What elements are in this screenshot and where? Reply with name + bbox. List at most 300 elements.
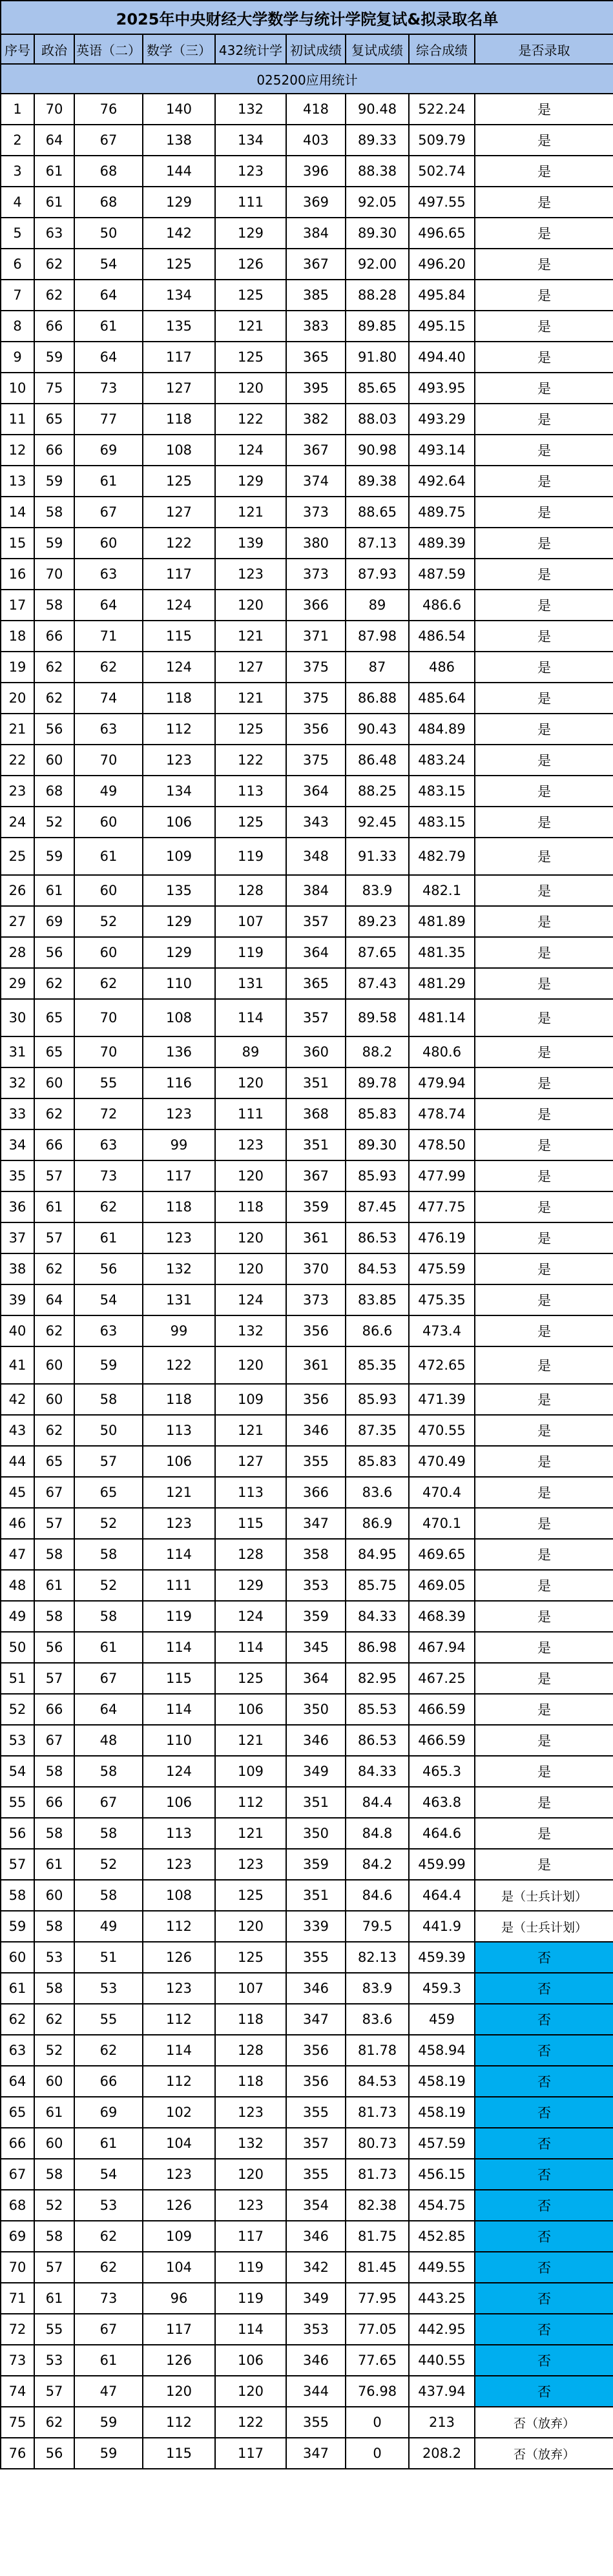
table-cell: 是 xyxy=(475,1477,613,1508)
table-row xyxy=(1,2345,613,2376)
table-cell: 52 xyxy=(74,1849,143,1880)
table-cell: 107 xyxy=(215,1973,286,2004)
table-cell: 62 xyxy=(74,1191,143,1222)
table-cell: 45 xyxy=(1,1477,34,1508)
table-row xyxy=(1,1539,613,1570)
table-cell: 350 xyxy=(286,1818,346,1849)
table-cell: 367 xyxy=(286,1160,346,1191)
table-cell: 84.53 xyxy=(346,2066,409,2097)
table-cell: 61 xyxy=(34,187,74,218)
table-cell: 53 xyxy=(1,1725,34,1756)
table-cell: 23 xyxy=(1,776,34,807)
table-cell: 61 xyxy=(74,311,143,342)
table-row xyxy=(1,1098,613,1129)
table-cell: 125 xyxy=(143,466,215,497)
table-cell: 140 xyxy=(143,94,215,125)
table-cell: 470.55 xyxy=(409,1415,475,1446)
table-cell: 43 xyxy=(1,1415,34,1446)
table-cell: 65 xyxy=(34,1036,74,1067)
table-cell: 60 xyxy=(34,2066,74,2097)
table-cell: 是 xyxy=(475,1315,613,1346)
table-cell: 346 xyxy=(286,1725,346,1756)
table-cell: 493.95 xyxy=(409,373,475,404)
table-cell: 359 xyxy=(286,1849,346,1880)
table-cell: 126 xyxy=(143,1942,215,1973)
table-cell: 131 xyxy=(215,968,286,999)
section-row xyxy=(1,64,613,94)
table-cell: 24 xyxy=(1,807,34,838)
table-cell: 52 xyxy=(34,2190,74,2221)
table-cell: 459.3 xyxy=(409,1973,475,2004)
table-cell: 62 xyxy=(34,249,74,280)
table-cell: 459.39 xyxy=(409,1942,475,1973)
table-cell: 466.59 xyxy=(409,1725,475,1756)
table-row xyxy=(1,968,613,999)
table-cell: 29 xyxy=(1,968,34,999)
table-cell: 否（放弃） xyxy=(475,2438,613,2469)
table-cell: 357 xyxy=(286,999,346,1036)
table-cell: 125 xyxy=(215,807,286,838)
table-cell: 74 xyxy=(1,2376,34,2407)
table-cell: 62 xyxy=(34,1415,74,1446)
table-cell: 48 xyxy=(1,1570,34,1601)
table-row xyxy=(1,1663,613,1694)
table-row xyxy=(1,838,613,875)
table-cell: 66 xyxy=(34,1787,74,1818)
table-cell: 72 xyxy=(1,2314,34,2345)
table-cell: 384 xyxy=(286,218,346,249)
table-cell: 62 xyxy=(34,1315,74,1346)
table-cell: 356 xyxy=(286,2066,346,2097)
table-cell: 是 xyxy=(475,187,613,218)
table-cell: 67 xyxy=(34,1725,74,1756)
table-cell: 383 xyxy=(286,311,346,342)
table-cell: 35 xyxy=(1,1160,34,1191)
table-cell: 124 xyxy=(215,435,286,466)
table-cell: 440.55 xyxy=(409,2345,475,2376)
table-row xyxy=(1,1036,613,1067)
table-cell: 是 xyxy=(475,249,613,280)
table-cell: 87.45 xyxy=(346,1191,409,1222)
table-cell: 124 xyxy=(143,1756,215,1787)
table-cell: 47 xyxy=(1,1539,34,1570)
table-cell: 477.99 xyxy=(409,1160,475,1191)
table-cell: 128 xyxy=(215,875,286,906)
table-cell: 84.2 xyxy=(346,1849,409,1880)
table-cell: 121 xyxy=(215,1415,286,1446)
table-cell: 58 xyxy=(74,1384,143,1415)
table-cell: 483.15 xyxy=(409,776,475,807)
table-cell: 120 xyxy=(215,2159,286,2190)
table-cell: 344 xyxy=(286,2376,346,2407)
table-cell: 112 xyxy=(143,2004,215,2035)
table-cell: 470.4 xyxy=(409,1477,475,1508)
column-header: 是否录取 xyxy=(475,34,613,64)
table-cell: 是 xyxy=(475,776,613,807)
title-row xyxy=(1,1,613,34)
table-cell: 87.93 xyxy=(346,559,409,590)
table-cell: 117 xyxy=(215,2438,286,2469)
table-cell: 77.05 xyxy=(346,2314,409,2345)
table-cell: 106 xyxy=(215,2345,286,2376)
table-cell: 是 xyxy=(475,1415,613,1446)
table-cell: 62 xyxy=(34,1253,74,1284)
table-cell: 355 xyxy=(286,1446,346,1477)
table-cell: 59 xyxy=(34,466,74,497)
table-cell: 是 xyxy=(475,838,613,875)
table-cell: 81.45 xyxy=(346,2252,409,2283)
table-cell: 89.85 xyxy=(346,311,409,342)
table-row xyxy=(1,435,613,466)
table-cell: 70 xyxy=(74,1036,143,1067)
table-cell: 84.95 xyxy=(346,1539,409,1570)
table-cell: 395 xyxy=(286,373,346,404)
table-cell: 59 xyxy=(34,342,74,373)
table-cell: 41 xyxy=(1,1346,34,1384)
table-cell: 是 xyxy=(475,1346,613,1384)
table-cell: 是 xyxy=(475,683,613,714)
table-row xyxy=(1,1446,613,1477)
column-header: 综合成绩 xyxy=(409,34,475,64)
table-row xyxy=(1,2159,613,2190)
table-cell: 61 xyxy=(34,2283,74,2314)
table-cell: 25 xyxy=(1,838,34,875)
table-cell: 是 xyxy=(475,1725,613,1756)
table-cell: 49 xyxy=(74,1911,143,1942)
table-cell: 58 xyxy=(74,1818,143,1849)
table-cell: 368 xyxy=(286,1098,346,1129)
table-row xyxy=(1,2128,613,2159)
table-cell: 是 xyxy=(475,1601,613,1632)
table-row xyxy=(1,807,613,838)
table-cell: 60 xyxy=(34,1880,74,1911)
table-cell: 132 xyxy=(215,2128,286,2159)
table-row xyxy=(1,1315,613,1346)
table-cell: 是 xyxy=(475,999,613,1036)
table-cell: 502.74 xyxy=(409,156,475,187)
table-cell: 是 xyxy=(475,1253,613,1284)
table-cell: 357 xyxy=(286,906,346,937)
table-cell: 58 xyxy=(34,2221,74,2252)
table-cell: 否 xyxy=(475,1973,613,2004)
table-cell: 459.99 xyxy=(409,1849,475,1880)
table-cell: 477.75 xyxy=(409,1191,475,1222)
table-cell: 69 xyxy=(74,2097,143,2128)
table-cell: 385 xyxy=(286,280,346,311)
table-cell: 134 xyxy=(215,125,286,156)
table-cell: 51 xyxy=(1,1663,34,1694)
table-cell: 71 xyxy=(1,2283,34,2314)
table-row xyxy=(1,2252,613,2283)
table-cell: 否（放弃） xyxy=(475,2407,613,2438)
table-cell: 67 xyxy=(74,125,143,156)
table-cell: 113 xyxy=(143,1818,215,1849)
table-cell: 122 xyxy=(215,745,286,776)
table-cell: 355 xyxy=(286,2159,346,2190)
table-cell: 121 xyxy=(215,497,286,528)
table-cell: 367 xyxy=(286,435,346,466)
table-cell: 358 xyxy=(286,1539,346,1570)
table-row xyxy=(1,1508,613,1539)
table-row xyxy=(1,1942,613,1973)
table-cell: 351 xyxy=(286,1787,346,1818)
table-cell: 81.73 xyxy=(346,2159,409,2190)
table-row xyxy=(1,683,613,714)
table-cell: 58 xyxy=(34,2159,74,2190)
table-cell: 484.89 xyxy=(409,714,475,745)
table-cell: 82.95 xyxy=(346,1663,409,1694)
table-cell: 495.84 xyxy=(409,280,475,311)
table-cell: 465.3 xyxy=(409,1756,475,1787)
table-cell: 349 xyxy=(286,2283,346,2314)
table-cell: 481.35 xyxy=(409,937,475,968)
table-row xyxy=(1,218,613,249)
table-cell: 90.43 xyxy=(346,714,409,745)
table-cell: 57 xyxy=(34,1663,74,1694)
table-cell: 62 xyxy=(34,683,74,714)
table-cell: 52 xyxy=(34,807,74,838)
table-cell: 62 xyxy=(34,2407,74,2438)
table-cell: 470.49 xyxy=(409,1446,475,1477)
table-cell: 86.98 xyxy=(346,1632,409,1663)
table-cell: 90.98 xyxy=(346,435,409,466)
table-cell: 52 xyxy=(1,1694,34,1725)
table-cell: 39 xyxy=(1,1284,34,1315)
table-cell: 119 xyxy=(143,1601,215,1632)
table-cell: 89 xyxy=(215,1036,286,1067)
table-cell: 129 xyxy=(215,218,286,249)
table-row xyxy=(1,404,613,435)
table-cell: 84.33 xyxy=(346,1601,409,1632)
table-row xyxy=(1,1756,613,1787)
table-cell: 371 xyxy=(286,621,346,652)
table-cell: 90.48 xyxy=(346,94,409,125)
table-cell: 60 xyxy=(74,528,143,559)
table-cell: 123 xyxy=(143,1508,215,1539)
table-cell: 139 xyxy=(215,528,286,559)
table-cell: 33 xyxy=(1,1098,34,1129)
table-cell: 88.2 xyxy=(346,1036,409,1067)
table-cell: 是 xyxy=(475,1160,613,1191)
table-cell: 120 xyxy=(215,1160,286,1191)
table-cell: 52 xyxy=(74,906,143,937)
table-cell: 58 xyxy=(74,1880,143,1911)
table-cell: 21 xyxy=(1,714,34,745)
table-cell: 是 xyxy=(475,218,613,249)
table-cell: 56 xyxy=(1,1818,34,1849)
table-cell: 351 xyxy=(286,1880,346,1911)
table-cell: 115 xyxy=(143,621,215,652)
table-cell: 365 xyxy=(286,342,346,373)
table-cell: 61 xyxy=(74,838,143,875)
table-cell: 463.8 xyxy=(409,1787,475,1818)
table-cell: 58 xyxy=(34,1601,74,1632)
table-cell: 120 xyxy=(215,373,286,404)
table-cell: 142 xyxy=(143,218,215,249)
table-cell: 53 xyxy=(34,2345,74,2376)
table-cell: 是 xyxy=(475,1694,613,1725)
table-cell: 60 xyxy=(34,1067,74,1098)
table-cell: 84.33 xyxy=(346,1756,409,1787)
table-row xyxy=(1,1694,613,1725)
table-cell: 356 xyxy=(286,1384,346,1415)
table-cell: 91.80 xyxy=(346,342,409,373)
table-cell: 1 xyxy=(1,94,34,125)
table-cell: 91.33 xyxy=(346,838,409,875)
table-cell: 127 xyxy=(143,373,215,404)
table-cell: 117 xyxy=(143,1160,215,1191)
table-row xyxy=(1,1570,613,1601)
table-cell: 73 xyxy=(74,373,143,404)
table-cell: 86.53 xyxy=(346,1725,409,1756)
table-cell: 是 xyxy=(475,745,613,776)
table-cell: 129 xyxy=(215,466,286,497)
table-cell: 58 xyxy=(34,1911,74,1942)
table-cell: 124 xyxy=(215,1284,286,1315)
table-cell: 111 xyxy=(215,1098,286,1129)
table-cell: 70 xyxy=(34,559,74,590)
table-cell: 62 xyxy=(34,2004,74,2035)
table-cell: 66 xyxy=(34,1694,74,1725)
table-cell: 否 xyxy=(475,2066,613,2097)
table-cell: 132 xyxy=(215,94,286,125)
table-cell: 92.45 xyxy=(346,807,409,838)
table-cell: 是 xyxy=(475,875,613,906)
table-row xyxy=(1,1880,613,1911)
table-cell: 468.39 xyxy=(409,1601,475,1632)
table-cell: 112 xyxy=(143,1911,215,1942)
table-cell: 129 xyxy=(143,937,215,968)
table-cell: 否 xyxy=(475,2097,613,2128)
table-cell: 61 xyxy=(34,156,74,187)
table-cell: 49 xyxy=(1,1601,34,1632)
table-cell: 125 xyxy=(215,1880,286,1911)
table-cell: 480.6 xyxy=(409,1036,475,1067)
table-cell: 346 xyxy=(286,1415,346,1446)
table-cell: 是（士兵计划） xyxy=(475,1911,613,1942)
table-cell: 135 xyxy=(143,875,215,906)
table-cell: 464.6 xyxy=(409,1818,475,1849)
table-cell: 57 xyxy=(1,1849,34,1880)
table-cell: 121 xyxy=(215,1725,286,1756)
table-cell: 77.65 xyxy=(346,2345,409,2376)
table-cell: 458.94 xyxy=(409,2035,475,2066)
table-cell: 55 xyxy=(74,2004,143,2035)
table-cell: 109 xyxy=(143,838,215,875)
table-row xyxy=(1,937,613,968)
table-cell: 112 xyxy=(143,714,215,745)
table-cell: 69 xyxy=(34,906,74,937)
table-cell: 123 xyxy=(215,2097,286,2128)
table-cell: 否 xyxy=(475,2221,613,2252)
table-cell: 486.54 xyxy=(409,621,475,652)
table-cell: 65 xyxy=(1,2097,34,2128)
table-cell: 81.75 xyxy=(346,2221,409,2252)
table-cell: 120 xyxy=(215,1222,286,1253)
table-cell: 63 xyxy=(74,714,143,745)
table-cell: 58 xyxy=(34,1973,74,2004)
table-cell: 54 xyxy=(74,2159,143,2190)
table-cell: 361 xyxy=(286,1346,346,1384)
table-cell: 359 xyxy=(286,1601,346,1632)
table-cell: 112 xyxy=(143,2066,215,2097)
table-cell: 54 xyxy=(74,249,143,280)
table-cell: 357 xyxy=(286,2128,346,2159)
table-cell: 126 xyxy=(215,249,286,280)
table-cell: 否 xyxy=(475,2252,613,2283)
table-cell: 132 xyxy=(215,1315,286,1346)
table-cell: 70 xyxy=(74,999,143,1036)
table-cell: 84.4 xyxy=(346,1787,409,1818)
table-cell: 373 xyxy=(286,497,346,528)
table-cell: 109 xyxy=(215,1384,286,1415)
table-cell: 495.15 xyxy=(409,311,475,342)
table-cell: 3 xyxy=(1,156,34,187)
table-cell: 73 xyxy=(1,2345,34,2376)
table-cell: 是 xyxy=(475,652,613,683)
table-cell: 122 xyxy=(215,2407,286,2438)
table-cell: 61 xyxy=(74,466,143,497)
table-cell: 否 xyxy=(475,2376,613,2407)
table-cell: 347 xyxy=(286,2004,346,2035)
table-cell: 是 xyxy=(475,528,613,559)
table-row xyxy=(1,342,613,373)
table-cell: 373 xyxy=(286,559,346,590)
table-cell: 370 xyxy=(286,1253,346,1284)
table-cell: 108 xyxy=(143,435,215,466)
table-cell: 65 xyxy=(74,1477,143,1508)
table-cell: 135 xyxy=(143,311,215,342)
table-cell: 47 xyxy=(74,2376,143,2407)
table-cell: 80.73 xyxy=(346,2128,409,2159)
table-cell: 114 xyxy=(215,999,286,1036)
table-cell: 123 xyxy=(143,2159,215,2190)
table-cell: 127 xyxy=(215,1446,286,1477)
table-cell: 65 xyxy=(34,404,74,435)
table-cell: 是 xyxy=(475,280,613,311)
table-cell: 356 xyxy=(286,2035,346,2066)
table-cell: 否 xyxy=(475,2283,613,2314)
table-cell: 是 xyxy=(475,1539,613,1570)
table-cell: 85.53 xyxy=(346,1694,409,1725)
table-cell: 85.93 xyxy=(346,1384,409,1415)
table-cell: 84.53 xyxy=(346,1253,409,1284)
table-cell: 48 xyxy=(74,1725,143,1756)
table-cell: 375 xyxy=(286,745,346,776)
table-cell: 是 xyxy=(475,156,613,187)
table-cell: 68 xyxy=(74,187,143,218)
table-cell: 458.19 xyxy=(409,2097,475,2128)
table-cell: 44 xyxy=(1,1446,34,1477)
table-row xyxy=(1,1415,613,1446)
table-cell: 61 xyxy=(74,1632,143,1663)
table-cell: 347 xyxy=(286,1508,346,1539)
table-cell: 67 xyxy=(74,1663,143,1694)
table-cell: 50 xyxy=(74,1415,143,1446)
table-cell: 64 xyxy=(34,1284,74,1315)
table-cell: 61 xyxy=(34,1570,74,1601)
table-cell: 62 xyxy=(34,280,74,311)
table-cell: 64 xyxy=(74,1694,143,1725)
table-cell: 123 xyxy=(215,156,286,187)
table-row xyxy=(1,2407,613,2438)
table-cell: 373 xyxy=(286,1284,346,1315)
table-cell: 118 xyxy=(143,404,215,435)
table-cell: 0 xyxy=(346,2407,409,2438)
table-cell: 58 xyxy=(1,1880,34,1911)
table-cell: 366 xyxy=(286,590,346,621)
table-cell: 60 xyxy=(34,1384,74,1415)
